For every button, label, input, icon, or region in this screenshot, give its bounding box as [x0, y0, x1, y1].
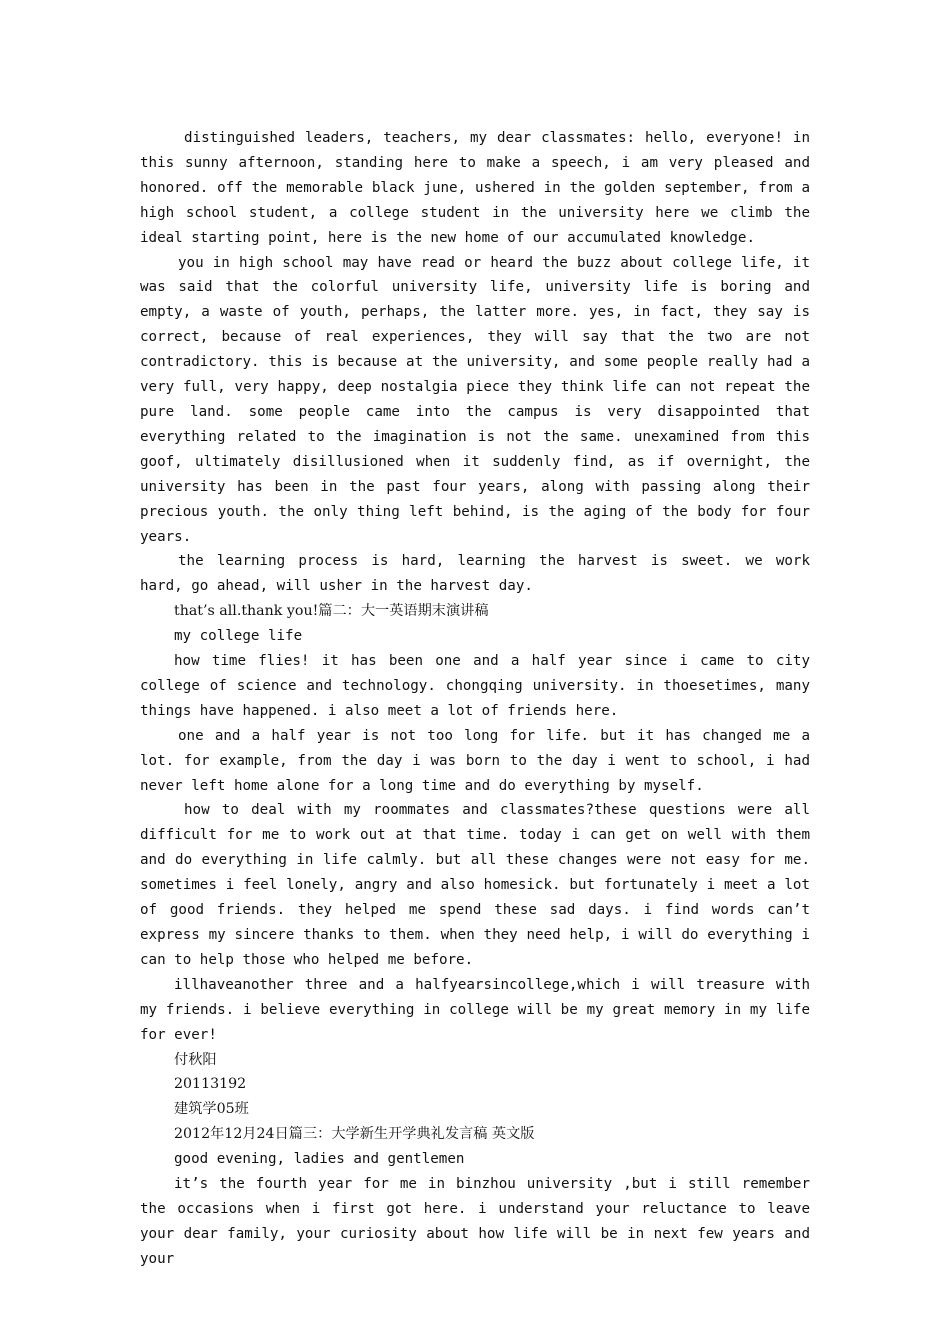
paragraph-my-college-life-title: my college life — [174, 628, 303, 645]
paragraph-opening-address: distinguished leaders, teachers, my dear classmates: hello, everyone! in this sunny afternoon, standing here to make a speech, i am very pleased and honored. off the memorable black june, ushered in the golden september, from a high school student, a college student in the university here we climb the ideal starting point, here is the new home of our accumulated knowledge. — [140, 130, 810, 246]
paragraph-one-and-half-year: one and a half year is not too long for life. but it has changed me a lot. for example, from the day i was born to the day i went to school, i had never left home alone for a long time and do everything by myself. — [140, 727, 810, 794]
author-name: 付秋阳 — [174, 1051, 217, 1068]
student-id: 20113192 — [174, 1076, 247, 1093]
paragraph-college-life-buzz: you in high school may have read or heard the buzz about college life, it was said that the colorful university life, university life is boring and empty, a waste of youth, perhaps, the latter more. yes, in fact, they say is correct, because of real experiences, they will say that the two are not contradictory. this is because at the university, and some people really had a very full, very happy, deep nostalgia piece they think life can not repeat the pure land. some people came into the campus is very disappointed that everything related to the imagination is not the same. unexamined from this goof, ultimately disillusioned when it suddenly find, as if overnight, the university has been in the past four years, along with passing along their precious youth. the only thing left behind, is the aging of the body for four years. — [140, 254, 810, 545]
paragraph-section-two-heading: that’s all.thank you!篇二：大一英语期末演讲稿 — [174, 603, 489, 620]
paragraph-date-section-three-heading: 2012年12月24日篇三：大学新生开学典礼发言稿 英文版 — [174, 1126, 535, 1143]
paragraph-fourth-year: it’s the fourth year for me in binzhou university ,but i still remember the occasions when i first got here. i understand your reluctance to leave your dear family, your curiosity about how life will be in next few years and your — [140, 1176, 810, 1267]
paragraph-time-flies: how time flies! it has been one and a half year since i came to city college of science and technology. chongqing university. in thoesetimes, many things have happened. i also meet a lot of friends here. — [140, 653, 810, 719]
paragraph-three-more-years: illhaveanother three and a halfyearsincollege,which i will treasure with my friends. i believe everything in college will be my great memory in my life for ever! — [140, 976, 810, 1043]
paragraph-learning-harvest: the learning process is hard, learning the harvest is sweet. we work hard, go ahead, will usher in the harvest day. — [140, 553, 810, 595]
class-name: 建筑学05班 — [174, 1101, 249, 1118]
paragraph-roommates: how to deal with my roommates and classmates?these questions were all difficult for me to work out at that time. today i can get on well with them and do everything in life calmly. but all these changes were not easy for me. sometimes i feel lonely, angry and also homesick. but fortunately i meet a lot of good friends. they helped me spend these sad days. i find words can’t express my sincere thanks to them. when they need help, i will do everything i can to help those who helped me before. — [140, 802, 810, 968]
paragraph-greeting: good evening, ladies and gentlemen — [174, 1151, 465, 1168]
document-body — [140, 126, 810, 1272]
